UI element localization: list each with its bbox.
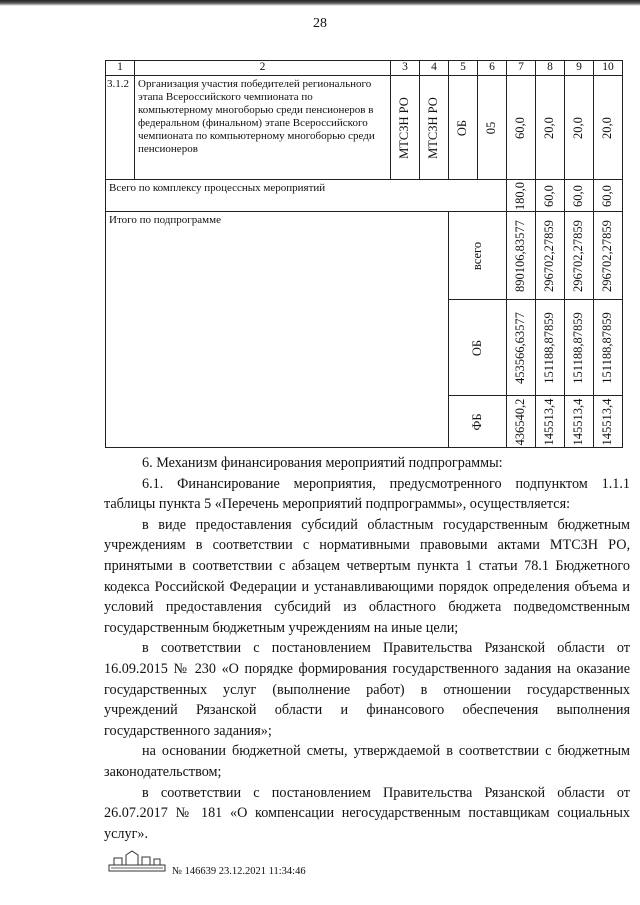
subprogram-value: 145513,4 bbox=[542, 398, 557, 445]
column-number: 9 bbox=[565, 61, 594, 76]
page-number: 28 bbox=[313, 16, 327, 31]
complex-total: 180,0 bbox=[513, 181, 528, 210]
column-number: 4 bbox=[420, 61, 449, 76]
paragraph: на основании бюджетной сметы, утверждаемой в соответствии с бюджетным законодательством; bbox=[104, 743, 630, 780]
scan-top-edge bbox=[0, 0, 640, 6]
subprogram-value: 151188,87859 bbox=[600, 311, 615, 384]
paragraph: в виде предоставления субсидий областным государственным бюджетным учреждениям в соответствии с нормативными правовыми актами МТСЗН РО, принятыми в соответствии с абзацем четвертым пункта 1 статьи 78.1 Бюджетного кодекса Российской Федерации и устанавливающими порядок определения объема и условий предоставления субсидий из областного бюджета подведомственным государственным бюджетным учреждениям на иные цели; bbox=[104, 516, 630, 636]
financing-section bbox=[104, 453, 630, 844]
column-number: 8 bbox=[536, 61, 565, 76]
item-code: 3.1.2 bbox=[106, 76, 135, 180]
table-row bbox=[106, 180, 623, 212]
column-number: 3 bbox=[391, 61, 420, 76]
section-heading: 6. Механизм финансирования мероприятий подпрограммы: bbox=[142, 455, 503, 471]
subprogram-total-label: Итого по подпрограмме bbox=[106, 212, 449, 448]
column-number: 10 bbox=[594, 61, 623, 76]
subprogram-value: 145513,4 bbox=[571, 398, 586, 445]
complex-value: 60,0 bbox=[542, 184, 557, 207]
document-seal-icon bbox=[108, 848, 166, 872]
item-source: ОБ bbox=[455, 119, 470, 136]
paragraph: в соответствии с постановлением Правительства Рязанской области от 16.09.2015 № 230 «О порядке формирования государственного задания на оказание государственных услуг (выполнение работ) в отношении государственных учреждений Рязанской области и финансового обеспечения выполнения государственного задания»; bbox=[104, 640, 630, 739]
complex-value: 60,0 bbox=[571, 184, 586, 207]
subprogram-value: 296702,27859 bbox=[571, 219, 586, 292]
column-number: 6 bbox=[478, 61, 507, 76]
column-number: 5 bbox=[449, 61, 478, 76]
item-participant: МТСЗН РО bbox=[426, 96, 441, 159]
column-number: 1 bbox=[106, 61, 135, 76]
subprogram-value: 296702,27859 bbox=[542, 219, 557, 292]
item-total: 60,0 bbox=[513, 116, 528, 139]
item-name: Организация участия победителей регионального этапа Всероссийского чемпионата по компьютерному многоборью среди пенсионеров в федеральном (финальном) этапе Всероссийского чемпионата по компьютерному многоборью среди пенсионеров bbox=[135, 76, 391, 180]
item-value: 20,0 bbox=[600, 116, 615, 139]
table-row bbox=[106, 212, 623, 300]
subprogram-source: ФБ bbox=[469, 412, 484, 431]
item-value: 20,0 bbox=[542, 116, 557, 139]
subprogram-value: 151188,87859 bbox=[542, 311, 557, 384]
activities-table bbox=[105, 60, 623, 448]
complex-value: 60,0 bbox=[600, 184, 615, 207]
subprogram-total: 890106,83577 bbox=[513, 219, 528, 292]
item-value: 20,0 bbox=[571, 116, 586, 139]
column-number: 2 bbox=[135, 61, 391, 76]
subprogram-value: 151188,87859 bbox=[571, 311, 586, 384]
paragraph: в соответствии с постановлением Правительства Рязанской области от 26.07.2017 № 181 «О компенсации негосударственным поставщикам социальных услуг». bbox=[104, 784, 630, 842]
column-number: 7 bbox=[507, 61, 536, 76]
paragraph: 6.1. Финансирование мероприятия, предусмотренного подпунктом 1.1.1 таблицы пункта 5 «Перечень мероприятий подпрограммы», осуществляется: bbox=[104, 475, 630, 513]
complex-total-label: Всего по комплексу процессных мероприятий bbox=[106, 180, 507, 212]
subprogram-total: 436540,2 bbox=[513, 398, 528, 445]
subprogram-source: ОБ bbox=[469, 339, 484, 356]
item-executor: МТСЗН РО bbox=[397, 96, 412, 159]
table-row bbox=[106, 76, 623, 180]
subprogram-value: 145513,4 bbox=[600, 398, 615, 445]
subprogram-source: всего bbox=[469, 241, 484, 270]
document-registration-line: № 146639 23.12.2021 11:34:46 bbox=[172, 866, 306, 877]
subprogram-total: 453566,63577 bbox=[513, 311, 528, 384]
subprogram-value: 296702,27859 bbox=[600, 219, 615, 292]
item-year: 05 bbox=[484, 121, 499, 134]
table-header-row bbox=[106, 61, 623, 76]
